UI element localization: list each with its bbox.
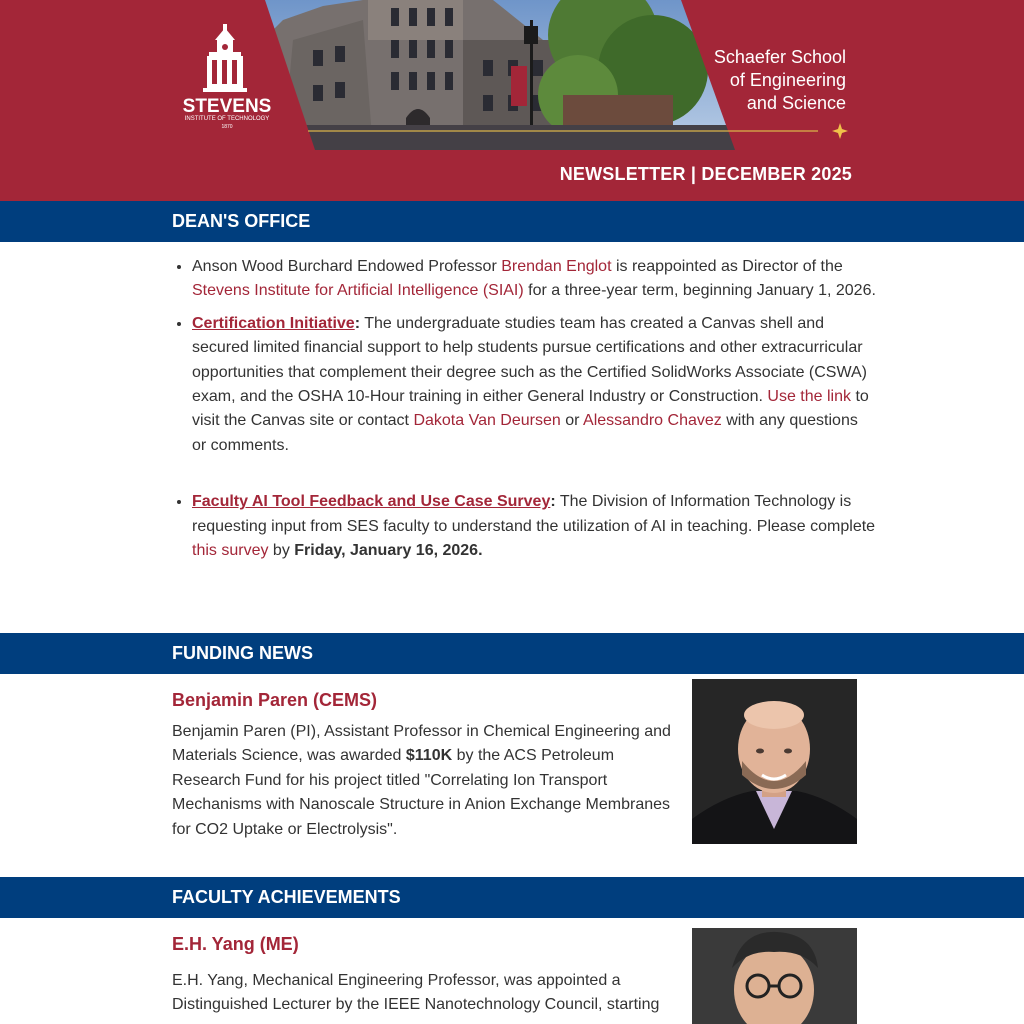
item-text: with any questions or comments. [192,412,858,454]
this-survey-link[interactable]: this survey [192,542,269,560]
item-text: is reappointed as Director of the [611,258,843,275]
award-amount: $110K [405,747,453,765]
item-colon: : [354,314,361,332]
item-colon: : [550,493,556,511]
logo-subtitle: INSTITUTE OF TECHNOLOGY [184,116,270,122]
section-title: FACULTY ACHIEVEMENTS [172,887,401,907]
certification-initiative-link[interactable]: Certification Initiative [192,314,355,332]
siai-link[interactable]: Stevens Institute for Artificial Intelligence (SIAI) [192,282,524,300]
item-text: by [268,542,295,560]
item-text: to visit the Canvas site or contact [192,388,869,430]
achievement-person-name: E.H. Yang (ME) [172,934,299,954]
school-name-line: Schaefer School [713,47,846,67]
logo-wordmark: STEVENS [182,96,272,117]
section-title: FUNDING NEWS [172,643,313,663]
use-the-link-link[interactable]: Use the link [767,388,851,406]
dakota-van-deursen-link[interactable]: Dakota Van Deursen [413,412,561,430]
brendan-englot-link[interactable]: Brendan Englot [501,258,612,275]
logo-year: 1870 [221,124,233,130]
funding-description [172,720,678,842]
section-title: DEAN'S OFFICE [172,211,311,231]
item-text: or [560,412,584,430]
list-item [192,490,876,563]
funding-text: by the ACS Petroleum Research Fund for his project titled "Correlating Ion Transport Mechanisms with Nanoscale Structure in Anion Exchange Membranes for CO2 Uptake or Electrolysis". [172,747,671,838]
section-header-funding-news [0,633,1024,674]
item-text: The undergraduate studies team has created a Canvas shell and secured limited financial support to help students pursue certifications and other extracurricular opportunities that complement their degree such as the Certified SolidWorks Associate (CSWA) exam, and the OSHA 10-Hour training in either General Industry or Construction. [192,314,867,406]
list-item [192,255,876,304]
section-header-deans-office [0,201,1024,242]
funding-person-name: Benjamin Paren (CEMS) [172,690,378,710]
school-name-line: and Science [746,93,846,113]
benjamin-paren-photo [692,679,857,844]
funding-text: Benjamin Paren (PI), Assistant Professor in Chemical Engineering and Materials Science, was awarded [172,723,671,765]
campus-photo [163,0,861,150]
ai-survey-heading-link[interactable]: Faculty AI Tool Feedback and Use Case Survey [192,493,551,511]
school-name-line: of Engineering [729,70,846,90]
newsletter-date-label: NEWSLETTER | DECEMBER 2025 [559,164,852,184]
header-banner [163,0,861,150]
section-header-faculty-achievements [0,877,1024,918]
achievement-description: E.H. Yang, Mechanical Engineering Professor, was appointed a Distinguished Lecturer by the IEEE Nanotechnology Council, starting [172,972,660,1014]
deans-office-list [172,255,876,571]
newsletter-header [0,0,1024,201]
eh-yang-photo [692,928,857,1024]
survey-deadline: Friday, January 16, 2026. [294,542,483,560]
item-text: Anson Wood Burchard Endowed Professor [192,258,502,275]
item-text: for a three-year term, beginning January 1, 2026. [523,282,876,300]
item-text: The Division of Information Technology is requesting input from SES faculty to understand the utilization of AI in teaching. Please complete [192,493,876,535]
alessandro-chavez-link[interactable]: Alessandro Chavez [583,412,722,430]
list-item [192,312,876,458]
